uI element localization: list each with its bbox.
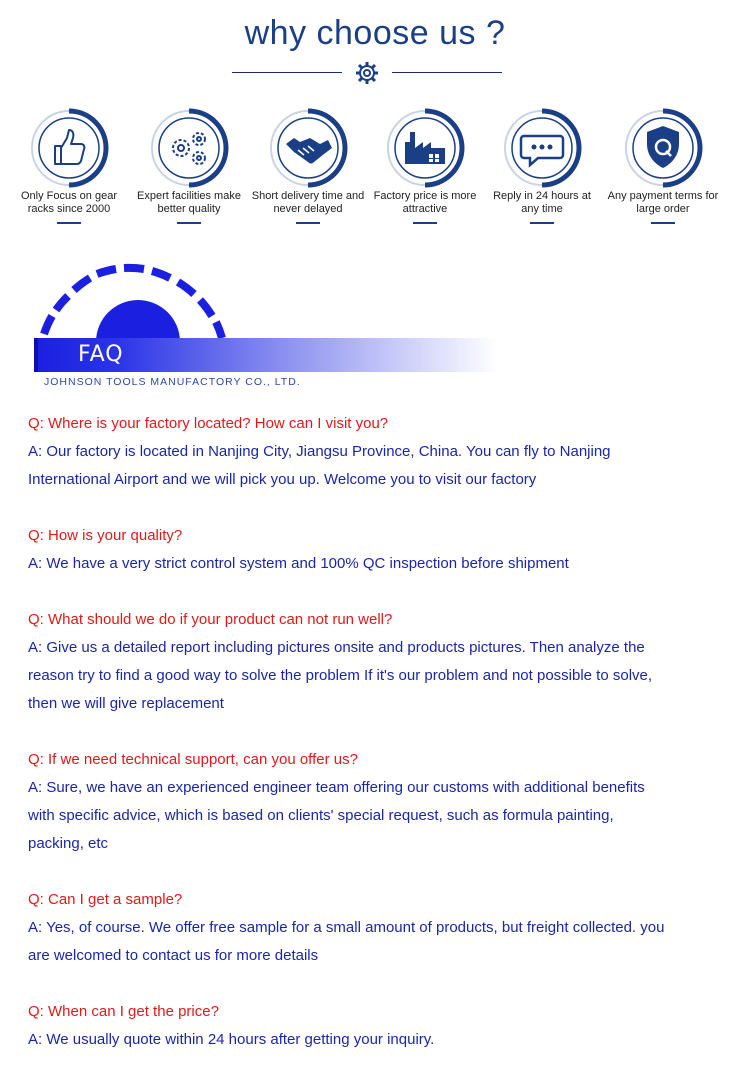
thumbs-up-icon [29, 108, 109, 188]
faq-title-bar [34, 338, 498, 372]
faq-banner [30, 262, 510, 392]
faq-question: Q: Where is your factory located? How can I visit you? [28, 415, 389, 432]
faq-answer-line: A: Yes, of course. We offer free sample for a small amount of products, but freight collected. you [28, 919, 665, 936]
faq-question: Q: When can I get the price? [28, 1003, 219, 1020]
feature-label: Only Focus on gear racks since 2000 [21, 190, 117, 215]
faq-item [28, 522, 728, 578]
faq-answer-line: A: We usually quote within 24 hours after getting your inquiry. [28, 1031, 435, 1048]
gear-icon [354, 60, 380, 86]
faq-item [28, 606, 728, 718]
feature-item [10, 108, 128, 224]
faq-answer-line: with specific advice, which is based on clients' special request, such as formula painting, [28, 807, 614, 824]
faq-item [28, 998, 728, 1054]
feature-icon-circle [149, 108, 229, 188]
faq-answer-line: International Airport and we will pick you up. Welcome you to visit our factory [28, 471, 537, 488]
faq-title: FAQ [78, 342, 124, 367]
faq-question: Q: How is your quality? [28, 527, 183, 544]
shield-q-icon [623, 108, 703, 188]
factory-icon [385, 108, 465, 188]
faq-question: Q: If we need technical support, can you offer us? [28, 751, 358, 768]
faq-question: Q: What should we do if your product can not run well? [28, 611, 393, 628]
faq-item [28, 886, 728, 970]
faq-answer-line: A: Sure, we have an experienced engineer team offering our customs with additional benefits [28, 779, 645, 796]
divider-line-right [392, 72, 502, 73]
handshake-icon [268, 108, 348, 188]
feature-item [604, 108, 722, 224]
faq-answer-line: packing, etc [28, 835, 109, 852]
feature-icon-circle [268, 108, 348, 188]
chat-bubble-icon [502, 108, 582, 188]
feature-label: Factory price is more attractive [373, 190, 477, 215]
faq-answer-line: then we will give replacement [28, 695, 224, 712]
feature-icon-circle [29, 108, 109, 188]
feature-label: Expert facilities make better quality [137, 190, 241, 215]
faq-item [28, 410, 728, 494]
page-title: why choose us ? [244, 14, 506, 52]
feature-item [483, 108, 601, 224]
faq-answer-line: are welcomed to contact us for more details [28, 947, 319, 964]
feature-dash [296, 222, 320, 224]
faq-item [28, 746, 728, 858]
feature-dash [413, 222, 437, 224]
feature-dash [651, 222, 675, 224]
faq-answer-line: A: We have a very strict control system and 100% QC inspection before shipment [28, 555, 569, 572]
divider-line-left [232, 72, 342, 73]
feature-dash [57, 222, 81, 224]
faq-bar-stripe [34, 338, 38, 372]
feature-dash [177, 222, 201, 224]
feature-label: Short delivery time and never delayed [251, 190, 365, 215]
faq-answer-line: A: Our factory is located in Nanjing City, Jiangsu Province, China. You can fly to Nanjing [28, 443, 611, 460]
company-name: JOHNSON TOOLS MANUFACTORY CO., LTD. [44, 376, 301, 388]
feature-item [366, 108, 484, 224]
feature-icon-circle [502, 108, 582, 188]
feature-icon-circle [385, 108, 465, 188]
feature-item [130, 108, 248, 224]
feature-dash [530, 222, 554, 224]
feature-label: Reply in 24 hours at any time [493, 190, 591, 215]
faq-question: Q: Can I get a sample? [28, 891, 183, 908]
feature-item [249, 108, 367, 224]
faq-answer-line: A: Give us a detailed report including pictures onsite and products pictures. Then analyze the [28, 639, 645, 656]
feature-label: Any payment terms for large order [607, 190, 719, 215]
saw-blade-icon [30, 262, 250, 342]
title-divider [232, 58, 502, 88]
gears-icon [149, 108, 229, 188]
feature-icon-circle [623, 108, 703, 188]
features-row [8, 108, 742, 233]
faq-answer-line: reason try to find a good way to solve the problem If it's our problem and not possible to solve, [28, 667, 653, 684]
